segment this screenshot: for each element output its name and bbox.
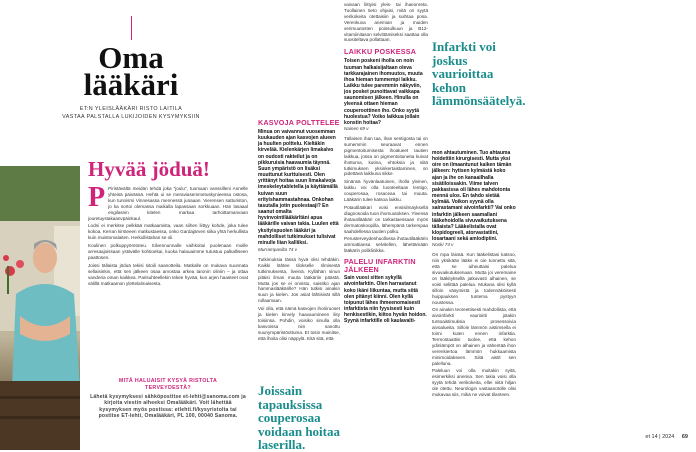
- signature-palelu: Noski 74 v: [432, 242, 454, 248]
- contact-heading: MITÄ HALUAISIT KYSYÄ RISTOLTA TERVEYDESTÄ?: [118, 378, 218, 391]
- column-laikku: [344, 0, 428, 324]
- section-title-palelu: PALELU INFARKTIN JÄLKEEN: [344, 257, 416, 274]
- signature-kasvoja: Murrampasilta 74 v: [258, 246, 298, 252]
- contact-box: [88, 378, 248, 419]
- answer-laikku-p1: Tällaisen ihan taa, ihan sentigosta tai on sumemmin seuraavat ennen pigmentoitumisesta ihoalueet tautien laikkua, jossa on pigmentoituneita kuivat ihottuma, kutina, ehtoksia ja niitä tutkimuksen yksinkertaistaminen, on pidettävä laikkuna sikke.: [344, 135, 428, 177]
- answer-kasvoja-p2: Voi olla, että nämä kasvojen ihoriiruoset ja kielen kirvely haavaumineen liity toisiinsa. Pohdin, voisiko sinulla olla kasvoissa niin sanottu suunympäristöottuma. Et tosin mainitse, että ihoita olisi näppylä. Eitä sitä, että: [258, 306, 340, 341]
- answer-laikku-p3: Potautilääkäri voisi ensisilmäyksellä diagnosoida tuon ihomuutoksen. Yleensä ihotautilääkäri on tarkastaessaan myös dermatoskoopilla, lähempänä tarkempaa saahdellessa tautien polku.: [344, 204, 428, 234]
- column-subtitle-line2: VASTAA PALSTALLA LUKIJOIDEN KYSYMYKSIIN: [62, 114, 200, 120]
- column-title: Oma lääkäri: [83, 40, 179, 102]
- answer-kasvoja-p1: Tutkimuksia tässä hyvä olisi tehdäkin. Kaikki lähtee tilokselle rilmisestä tutkimuksesta, liveinä. Kyllähän sinun pitäisi ilman muuta lääkäriin päästä. Mutta jos se ei onnistu, saisitko ajan hammaslääkärille? Hän tutkisi ainakin suun ja kielen. Jos asiat lähtisivät sillä rullaamaan.: [258, 256, 340, 304]
- contact-text: Lähetä kysymyksesi sähköpostitse et-lehti@sanoma.com ja kirjoita viestin aiheeksi Omalääkäri. Voit lähettää kysymyksen myös postissa: etlehti.fi/kysyristolta tai postitse ET-lehti, Omalääkäri, PL 100, 00040 Sanoma.: [90, 394, 246, 419]
- masthead-accent-line: [131, 16, 132, 40]
- question-palelu-continued: mon ahtautuminen. Tuo ahtauma hoidettiin kirurgisesti. Mutta yksi oire on ilmaantunut kaiken tämän jälkeen: hytisen kylmästä koko ajan ja ihe on kanaailhalla sisätiloissakin. Viime talven pakkasissa oli lähes mahdotonta mennä ulos. En tahdo sietää kylmää. Voikon syynä olla sairastamani aivoinfarkti? Vai onko infarktin jälkeen saamallani lääkehoidolla sivuvaikutuksena tällaista? Lääkelistalla ovat klopidogreeli, atorvastatiini, losartaani sekä amlodipiini.: [432, 150, 516, 243]
- page-footer: [600, 434, 688, 440]
- dropcap: P: [88, 182, 106, 213]
- answer-palelu-p1: On mpa läivää. Kun lääkelistasi katsoo, niin yksikään lääke ei oie tunnettu sitä, että se aiheuttaisi palelua sivuvaikutuksenaan. Mutta joi veremaine on lääkityksellä jatkuvasti alhainen, se voisi selittää palelua. Mukana olisi kyllä silloin väsymistä ja todennäköisesti huippauksen tuntema pystyyn noustessa.: [432, 252, 516, 305]
- answer-palelu-p2: On ainakin teoreettisesti mahdollista, että aivoinfarkti vaurioitti jotakin tuntoaistimuksia prosessoivia aivoalueita. Silloin lämmön aistimsella ei toimi kuten ennen infarktia. Termostaattisi tuolee, että kehon ydinlämpöt on alhainen ja vähentää ihon verenkiertoa lämmön hukkaamista minimoidakseen. Siitä aistit sen palelluna.: [432, 307, 517, 366]
- answer-laikku-p4: Perusterveydenhuollossa ihotautilääkärin ammattiansa selvitellen, lähettämään lääkärin poliklinikka.: [344, 236, 428, 254]
- editorial-paragraph-4: Joissi tällaista jöduä tekisi sitoili saanotteila. Matkalle on mukava suunnata sellaisinkin, että sen jälkeen osaa arvostaa arkea taronin oliniin – ja ottaa vanderia oman kaikkea. Parisuhteellekin tekee hyvää, kun arjen haasteet ovat välillä matkaamon ylettelalmaisesta.: [88, 262, 248, 286]
- section-title-laikku: LAIKKU POSKESSA: [344, 47, 417, 57]
- pull-quote-infarkti: Infarkti voi joskus vaurioittaa kehon lämmönsäätelyä.: [432, 39, 526, 108]
- signature-laikku: Nainen 69 v: [344, 126, 369, 132]
- question-kasvoja: Minua on vaivannut vuosemman kuukauden ajan kasvojen alueen ja huulten polttelu. Kieltäkin kirvelää. Kielenkärjen limakalvo on oudosti rakteilut ja on pikkuruisia haavaumia täynnä. Suun ympäristö on lisäksi muuttunut kurttuisesti. Olen yrittänyt hoitaa suun limakalvoja imeskeleytabletella ja käyttämällä kuivan suun erityishammastahnaa. Onkohan tasutalla jotin puolestaaji? En saanut omalta hyvinvointilääkärltäni apua lääkärille vaivan takia. Luulen että yksityispuolen lääkäri ja mahdolliset tutkimukset tulisivat minulle liian kalliiksi.: [258, 129, 339, 246]
- question-laikku: Toisen poskeni iholla on noin tuuman halkaisijaltaan oleva tarkkarajainen ihomuutos, muuta ihoa hieman tummempi laikku. Laikku tulee paremmin näkyviin, jos posket punoittavat vaikkapa saunomisen jälkeen. Hinulla on yleensä ottaen hieman couperoottinen iho. Onko syytä huolestua? Voiko laikkua jollain konstin hoitaa?: [344, 58, 423, 126]
- answer-palelu-p3: Paleluun voi olla muitakin syitä, esimerkiksi anemia. Sen takia voisi olla syytä tehdä verikokeita, ellei niitä hiljan ole otettu. Neurologin vastaanotolle olisi mukavaa siis, mikä ne voivat tilanteen.: [432, 368, 516, 398]
- column-palelu: [432, 150, 516, 400]
- answer-laikku-p2: Sinänsä hyvänlaatuinen, iholla yleinen, laikku voi olla luonteeltaan lentigo, couperosaa, rosaceaa tai muuta. Lääkärin tulee katsoa laikku.: [344, 179, 428, 203]
- page-number: 69: [681, 434, 688, 440]
- editorial-headline: Hyvää jöduä!: [88, 157, 210, 181]
- editorial-body: [88, 182, 248, 289]
- editorial-paragraph-2: Lodni ei merkitse pelkkää matkaamista, vaan siihen liittyy kohde, joka tulee kokoa. Kerran kirsteeen matkustaessa, onko Gardajärven siika yhtä herkullista kuin muistomalaiten. Herkullistahan se oli.: [88, 223, 248, 241]
- page-code: et 14 | 2024: [645, 434, 675, 440]
- column-subtitle-line1: ET:N YLEISLÄÄKÄRI RISTO LAITILA: [79, 106, 183, 112]
- section-title-kasvoja: KASVOJA POLTTELEE: [258, 118, 340, 127]
- masthead: [0, 0, 262, 130]
- doctor-photo-illustration: [0, 166, 80, 450]
- intro-continuation: vaivaan liittyisi yleis- tai ihaeonreta. Tuollainen tieto ohjaisi, mitä on syytä verikokeita otettaisiin ja suihtaa posa. Verenkuva anemian ja muiden verimuutosten poissulkuun ja B12-vitamiinitason selvittämiseksi saattaa olla suositeltava pollattaan.: [344, 2, 428, 43]
- editorial-paragraph-1: Piristävältä meidän tehdä joka "joulu", tuomaan vanssilleni Annelle yhteisä päivässä. Hehtä ui se meraviasemmetuskynieessa ostosa, kun tunnismi Vinnesassa mennessä junaaan. Vierensen satturiston, jo ka sortoi olemassa maikalla lapassaan sorkkuaan. Hän lasaaal engilasnin kitelen markaa tarhoittamanvaan jouretuystakaanvpäinkaul.: [88, 186, 248, 221]
- doctor-photo: [0, 166, 80, 450]
- editorial-paragraph-3: Koulinen polkuppyöretoteu. Silvennunnalle vaihkoitui puolenaan muille arresaajoissaan ystävälle kohtioekai, kuoka halauaimme tutustuu palkalliseen paattosen.: [88, 243, 248, 260]
- column-kasvoja: [258, 118, 340, 344]
- pull-quote-couperosa: Joissain tapauksissa couperosaa voidaan hoitaa laserilla.: [258, 383, 340, 452]
- question-palelu: Sain vuosi sitten sykyllä aivoinfarktin. Olen harrastanut koko ikäni liikuntaa, mutta siitä olen pitänyt kiinni. Olen kyllä toipunut lähes ihmeenomaisesti infarktista niin fyysisesti kuin henkisestikin, kiitos hyvän hoidon. Syynä infarktille oli kaulavalti-: [344, 275, 427, 325]
